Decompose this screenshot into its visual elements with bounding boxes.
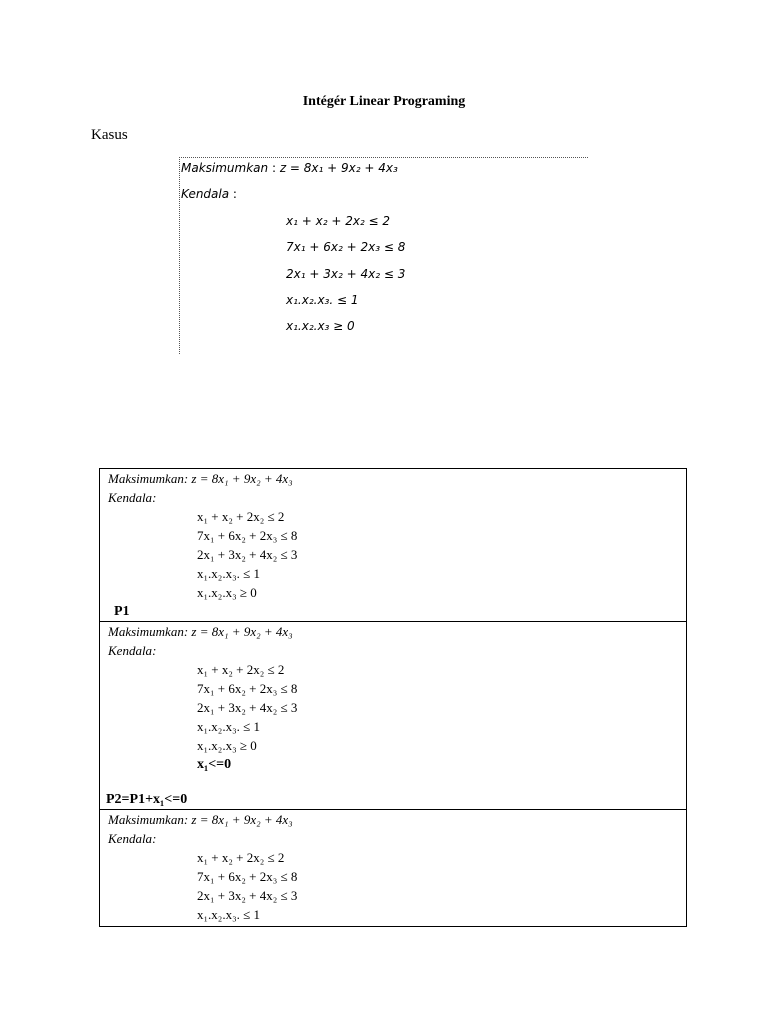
constraint-3: 2x₁ + 3x₂ + 4x₂ ≤ 3 bbox=[197, 547, 298, 562]
case-label: Kasus bbox=[91, 127, 128, 143]
table-row bbox=[100, 809, 686, 927]
constraint-2: 7x₁ + 6x₂ + 2x₃ ≤ 8 bbox=[286, 240, 406, 254]
constraints-label: Kendala bbox=[108, 643, 153, 658]
extra-constraint: x₁<=0 bbox=[197, 757, 232, 772]
constraints-line: Kendala : bbox=[181, 187, 237, 201]
constraint-5: x₁.x₂.x₃ ≥ 0 bbox=[197, 738, 257, 753]
constraint-4: x₁.x₂.x₃. ≤ 1 bbox=[197, 719, 260, 734]
constraint-2: 7x₁ + 6x₂ + 2x₃ ≤ 8 bbox=[197, 528, 298, 543]
objective-label: Maksimumkan bbox=[108, 812, 184, 827]
p1-label: P1 bbox=[114, 604, 130, 619]
constraint-4: x₁.x₂.x₃. ≤ 1 bbox=[197, 566, 260, 581]
constraint-3: 2x₁ + 3x₂ + 4x₂ ≤ 3 bbox=[286, 267, 406, 281]
constraints-label: Kendala bbox=[108, 831, 153, 846]
objective-expression: z = 8x₁ + 9x₂ + 4x₃ bbox=[191, 471, 293, 486]
objective-expression: z = 8x₁ + 9x₂ + 4x₃ bbox=[279, 161, 398, 175]
constraint-3: 2x₁ + 3x₂ + 4x₂ ≤ 3 bbox=[197, 700, 298, 715]
objective-expression: z = 8x₁ + 9x₂ + 4x₃ bbox=[191, 812, 293, 827]
constraint-1: x₁ + x₂ + 2x₂ ≤ 2 bbox=[197, 662, 285, 677]
objective-label: Maksimumkan bbox=[181, 161, 269, 175]
objective-label: Maksimumkan bbox=[108, 471, 184, 486]
constraints-label: Kendala bbox=[108, 490, 153, 505]
constraint-3: 2x₁ + 3x₂ + 4x₂ ≤ 3 bbox=[197, 888, 298, 903]
constraint-1: x₁ + x₂ + 2x₂ ≤ 2 bbox=[286, 214, 391, 228]
constraints-line: Kendala: bbox=[108, 831, 157, 846]
constraints-line: Kendala: bbox=[108, 643, 157, 658]
objective-line: Maksimumkan: z = 8x₁ + 9x₂ + 4x₃ bbox=[108, 471, 293, 486]
constraints-label: Kendala bbox=[181, 187, 230, 201]
objective-label: Maksimumkan bbox=[108, 624, 184, 639]
table-row bbox=[100, 469, 686, 621]
table-row bbox=[100, 621, 686, 810]
subproblem-table bbox=[99, 468, 687, 927]
constraint-5: x₁.x₂.x₃ ≥ 0 bbox=[286, 319, 355, 333]
objective-line: Maksimumkan : z = 8x₁ + 9x₂ + 4x₃ bbox=[181, 161, 398, 175]
constraint-4: x₁.x₂.x₃. ≤ 1 bbox=[197, 907, 260, 922]
constraint-1: x₁ + x₂ + 2x₂ ≤ 2 bbox=[197, 850, 285, 865]
objective-expression: z = 8x₁ + 9x₂ + 4x₃ bbox=[191, 624, 293, 639]
constraint-4: x₁.x₂.x₃. ≤ 1 bbox=[286, 293, 359, 307]
objective-line: Maksimumkan: z = 8x₁ + 9x₂ + 4x₃ bbox=[108, 812, 293, 827]
constraint-5: x₁.x₂.x₃ ≥ 0 bbox=[197, 585, 257, 600]
constraints-line: Kendala: bbox=[108, 490, 157, 505]
constraint-2: 7x₁ + 6x₂ + 2x₃ ≤ 8 bbox=[197, 869, 298, 884]
problem-formulation bbox=[179, 157, 588, 354]
objective-line: Maksimumkan: z = 8x₁ + 9x₂ + 4x₃ bbox=[108, 624, 293, 639]
constraint-2: 7x₁ + 6x₂ + 2x₃ ≤ 8 bbox=[197, 681, 298, 696]
constraint-1: x₁ + x₂ + 2x₂ ≤ 2 bbox=[197, 509, 285, 524]
document-title: Intégér Linear Programing bbox=[302, 94, 466, 109]
p2-label: P2=P1+x₁<=0 bbox=[106, 792, 188, 807]
